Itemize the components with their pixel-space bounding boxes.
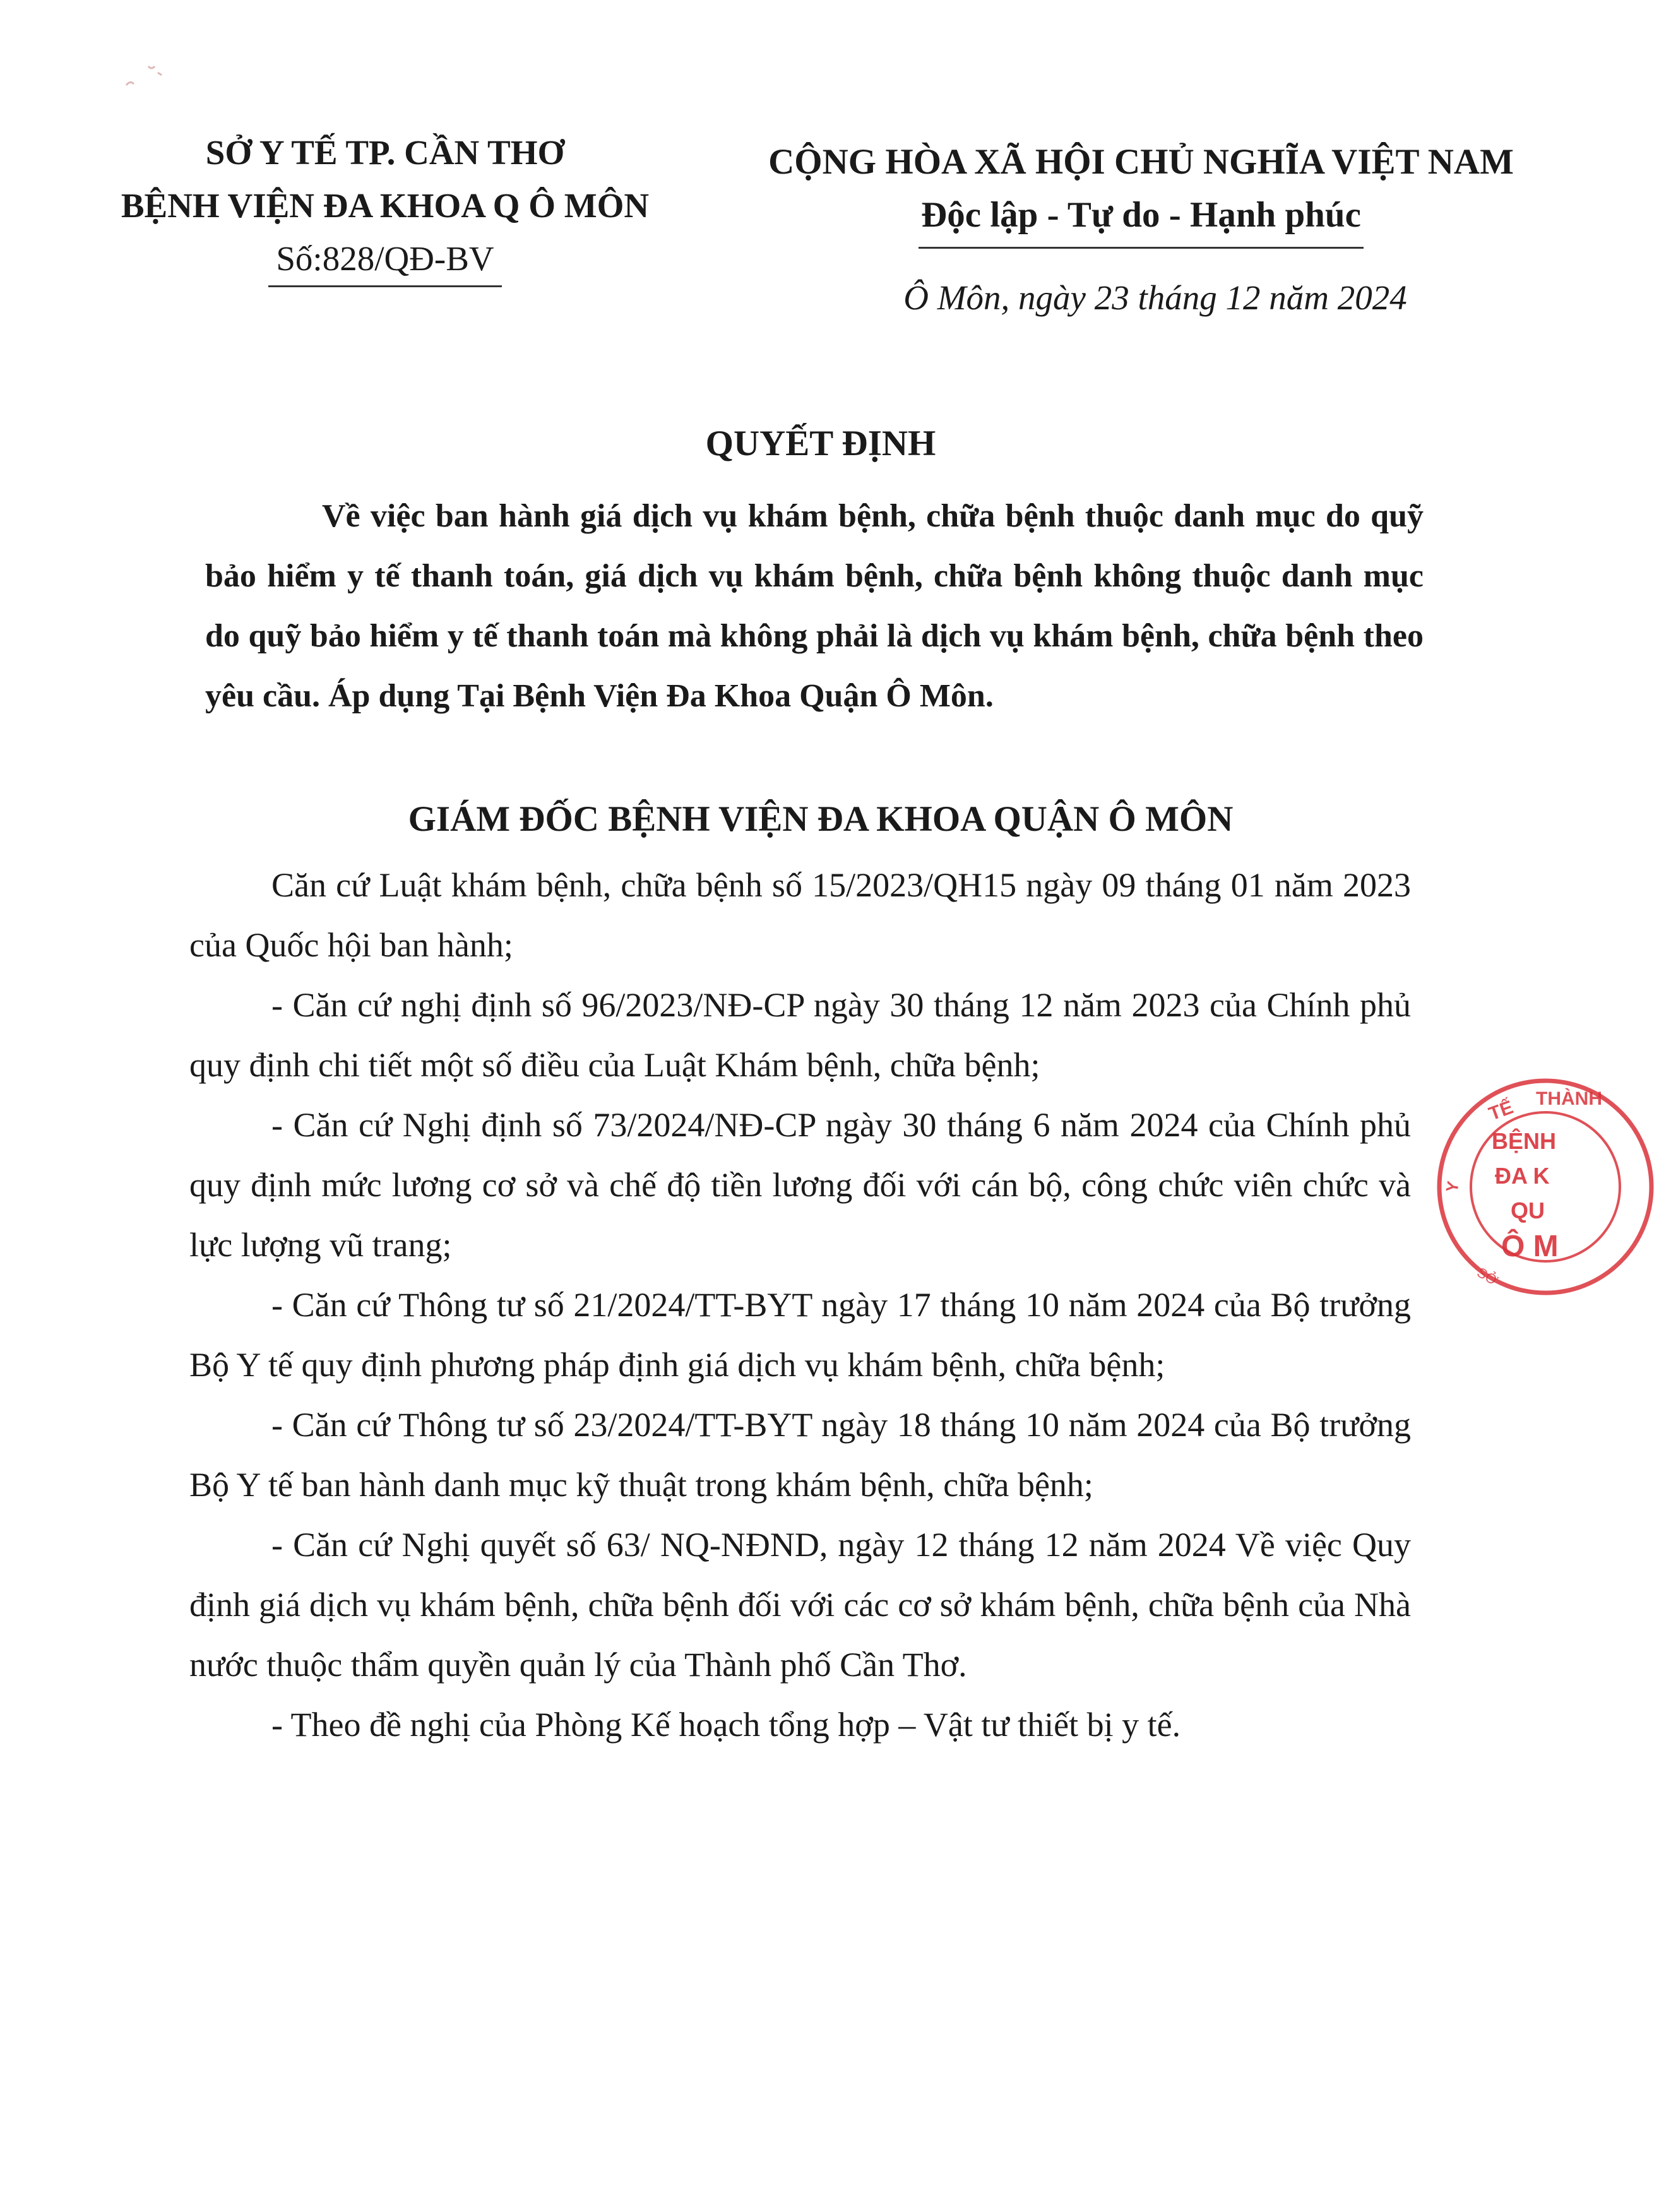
national-header (742, 136, 1540, 249)
decision-title: QUYẾT ĐỊNH (705, 424, 936, 463)
hospital-name: BỆNH VIỆN ĐA KHOA Q Ô MÔN (121, 186, 650, 225)
legal-basis-item: - Căn cứ Nghị định số 73/2024/NĐ-CP ngày 30 tháng 6 năm 2024 của Chính phủ quy định mức lương cơ sở và chế độ tiền lương đối với cán bộ, công chức viên chức và lực lượng vũ trang; (189, 1106, 1411, 1264)
legal-bases (189, 855, 1411, 1755)
document-number: Số:828/QĐ-BV (268, 236, 501, 287)
svg-text:Ô M: Ô M (1501, 1230, 1559, 1263)
official-seal (1432, 1073, 1659, 1300)
svg-text:ĐA K: ĐA K (1495, 1163, 1550, 1189)
svg-text:THÀNH: THÀNH (1536, 1088, 1602, 1109)
agency-name: SỞ Y TẾ TP. CẦN THƠ (205, 133, 565, 172)
svg-text:QU: QU (1511, 1198, 1545, 1223)
legal-basis-item: Căn cứ Luật khám bệnh, chữa bệnh số 15/2023/QH15 ngày 09 tháng 01 năm 2023 của Quốc hội ban hành; (189, 866, 1411, 964)
legal-basis-item: - Theo đề nghị của Phòng Kế hoạch tổng hợp – Vật tư thiết bị y tế. (271, 1706, 1181, 1744)
issuer-header (76, 126, 694, 287)
scan-mark (123, 60, 180, 92)
national-motto: Độc lập - Tự do - Hạnh phúc (919, 189, 1364, 249)
svg-text:Y: Y (1442, 1179, 1463, 1194)
svg-text:BỆNH: BỆNH (1492, 1128, 1557, 1154)
legal-basis-item: - Căn cứ Thông tư số 21/2024/TT-BYT ngày 17 tháng 10 năm 2024 của Bộ trưởng Bộ Y tế quy định phương pháp định giá dịch vụ khám bệnh, chữa bệnh; (189, 1286, 1411, 1384)
legal-basis-item: - Căn cứ nghị định số 96/2023/NĐ-CP ngày 30 tháng 12 năm 2023 của Chính phủ quy định chi tiết một số điều của Luật Khám bệnh, chữa bệnh; (189, 986, 1411, 1084)
director-heading: GIÁM ĐỐC BỆNH VIỆN ĐA KHOA QUẬN Ô MÔN (408, 799, 1234, 839)
legal-basis-item: - Căn cứ Nghị quyết số 63/ NQ-NĐND, ngày 12 tháng 12 năm 2024 Về việc Quy định giá dịch vụ khám bệnh, chữa bệnh đối với các cơ sở khám bệnh, chữa bệnh của Nhà nước thuộc thẩm quyền quản lý của Thành phố Cần Thơ. (189, 1526, 1411, 1684)
legal-basis-item: - Căn cứ Thông tư số 23/2024/TT-BYT ngày 18 tháng 10 năm 2024 của Bộ trưởng Bộ Y tế ban hành danh mục kỹ thuật trong khám bệnh, chữa bệnh; (189, 1406, 1411, 1504)
svg-text:SỞ: SỞ (1474, 1264, 1501, 1289)
svg-text:TẾ: TẾ (1486, 1097, 1516, 1125)
document-date: Ô Môn, ngày 23 tháng 12 năm 2024 (903, 278, 1407, 317)
republic-title: CỘNG HÒA XÃ HỘI CHỦ NGHĨA VIỆT NAM (768, 142, 1514, 182)
decision-subject: Về việc ban hành giá dịch vụ khám bệnh, chữa bệnh thuộc danh mục do quỹ bảo hiểm y tế thanh toán, giá dịch vụ khám bệnh, chữa bệnh không thuộc danh mục do quỹ bảo hiểm y tế thanh toán mà không phải là dịch vụ khám bệnh, chữa bệnh theo yêu cầu. Áp dụng Tại Bệnh Viện Đa Khoa Quận Ô Môn. (205, 498, 1424, 714)
